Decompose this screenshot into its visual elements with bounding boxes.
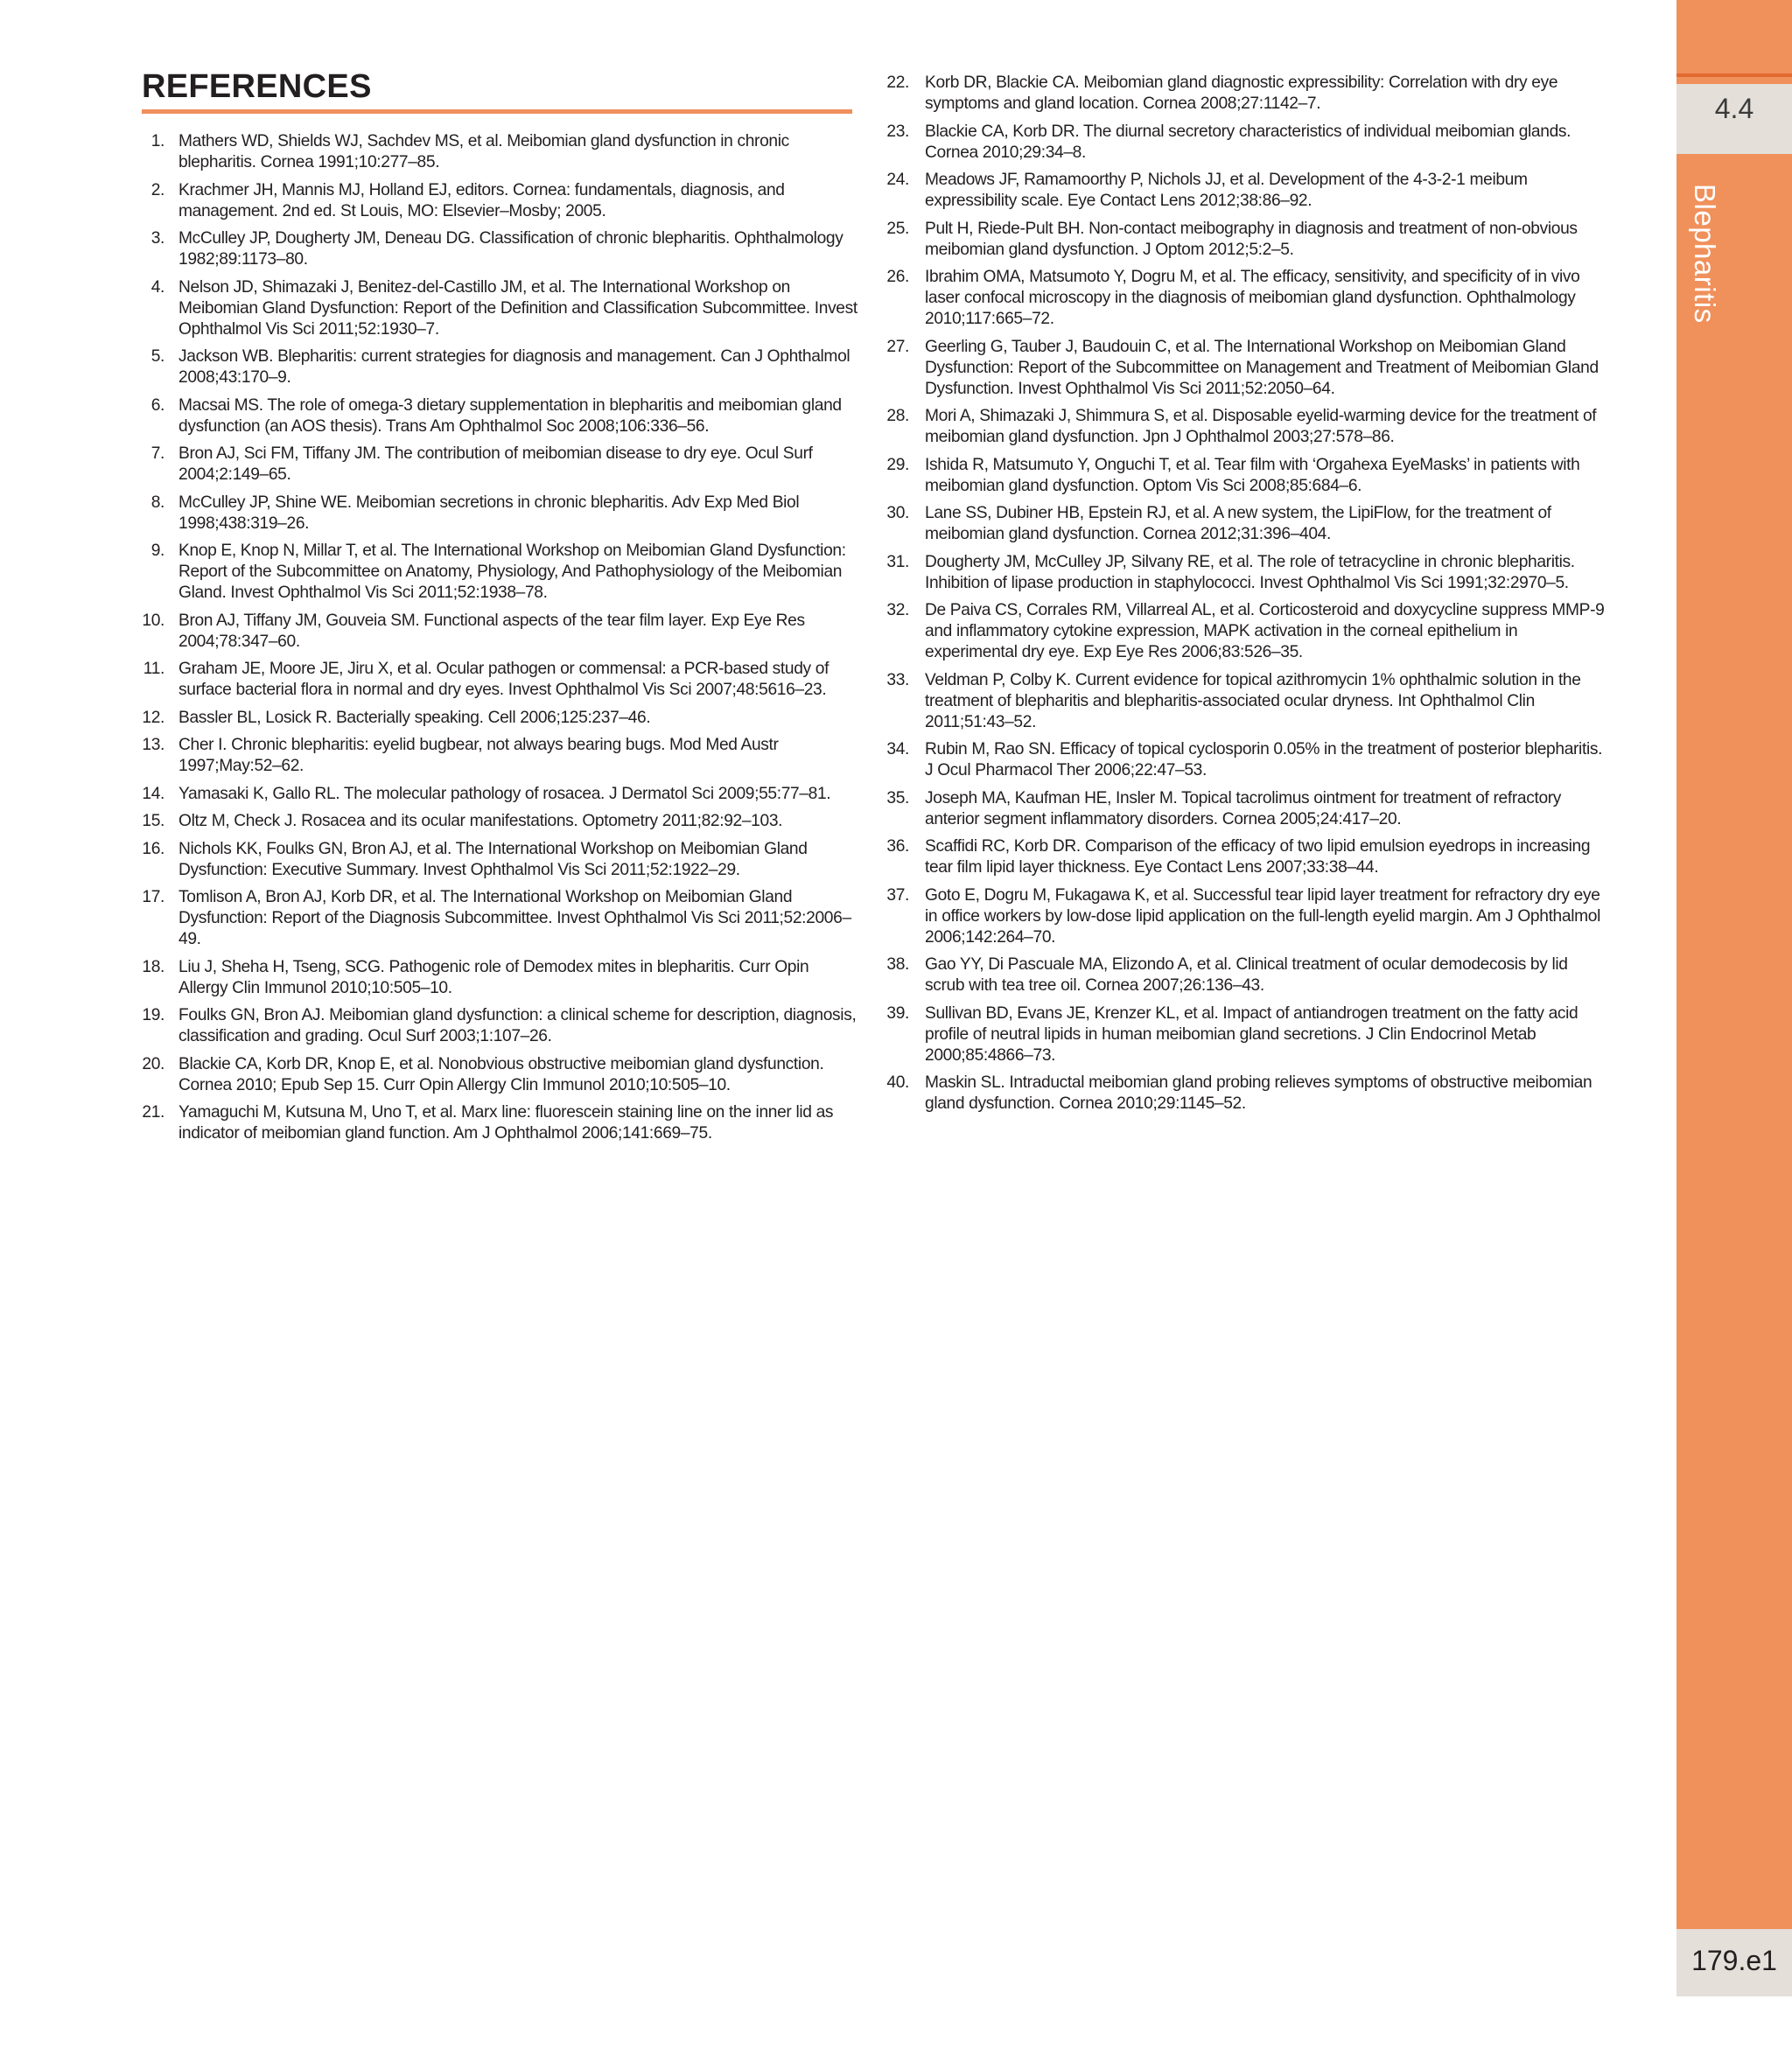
reference-number: 19. [142, 1006, 164, 1024]
reference-number: 36. [886, 837, 909, 856]
reference-number: 38. [886, 955, 909, 974]
reference-number: 15. [142, 812, 164, 830]
reference-number: 17. [142, 888, 164, 906]
reference-item [142, 784, 861, 805]
reference-item [888, 954, 1607, 996]
reference-number: 16. [142, 839, 164, 858]
reference-number: 3. [150, 229, 164, 248]
reference-text: Nelson JD, Shimazaki J, Benitez-del-Castillo JM, et al. The International Workshop on Meibomian Gland Dysfunction: Report of the Definition and Classification Subcommittee. Invest Ophthalmol Vis Sci 2011;52:1930–7. [178, 277, 858, 339]
reference-text: Joseph MA, Kaufman HE, Insler M. Topical tacrolimus ointment for treatment of refractory anterior segment inflammatory disorders. Cornea 2005;24:417–20. [925, 788, 1562, 828]
reference-text: Ibrahim OMA, Matsumoto Y, Dogru M, et al. The efficacy, sensitivity, and specificity of in vivo laser confocal microscopy in the diagnosis of meibomian gland dysfunction. Ophthalmology 2010;117:665–72. [925, 268, 1580, 328]
reference-text: Foulks GN, Bron AJ. Meibomian gland dysfunction: a clinical scheme for description, diagnosis, classification and grading. Ocul Surf 2003;1:107–26. [178, 1006, 857, 1045]
reference-text: Yamasaki K, Gallo RL. The molecular pathology of rosacea. J Dermatol Sci 2009;55:77–81. [178, 784, 831, 803]
reference-item [888, 406, 1607, 448]
reference-number: 39. [886, 1003, 909, 1023]
sidebar-accent-line [1676, 73, 1792, 77]
reference-text: McCulley JP, Shine WE. Meibomian secretions in chronic blepharitis. Adv Exp Med Biol 1998;438:319–26. [178, 493, 800, 533]
section-number: 4.4 [1714, 93, 1754, 124]
reference-item [888, 170, 1607, 212]
reference-text: Goto E, Dogru M, Fukagawa K, et al. Successful tear lipid layer treatment for refractory dry eye in office workers by low-dose lipid application on the full-length eyelid margin. Am J Ophthalmol 2006;142:264–70. [925, 885, 1600, 947]
chapter-title: Blepharitis [1689, 184, 1721, 324]
reference-item [142, 1005, 861, 1047]
reference-item [142, 659, 861, 701]
reference-text: Mathers WD, Shields WJ, Sachdev MS, et al. Meibomian gland dysfunction in chronic blepharitis. Cornea 1991;10:277–85. [178, 132, 789, 171]
reference-item [888, 337, 1607, 400]
reference-text: Korb DR, Blackie CA. Meibomian gland diagnostic expressibility: Correlation with dry eye symptoms and gland location. Cornea 2008;27:1142–7. [925, 73, 1558, 113]
reference-item [142, 493, 861, 535]
reference-text: Graham JE, Moore JE, Jiru X, et al. Ocular pathogen or commensal: a PCR-based study of surface bacterial flora in normal and dry eyes. Invest Ophthalmol Vis Sci 2007;48:5616–23. [178, 660, 830, 699]
reference-text: Meadows JF, Ramamoorthy P, Nichols JJ, et al. Development of the 4-3-2-1 meibum expressibility scale. Eye Contact Lens 2012;38:86–92. [925, 171, 1528, 210]
reference-text: Blackie CA, Korb DR, Knop E, et al. Nonobvious obstructive meibomian gland dysfunction. Cornea 2010; Epub Sep 15. Curr Opin Allergy Clin Immunol 2010;10:505–10. [178, 1054, 824, 1094]
reference-number: 24. [886, 171, 909, 189]
reference-item [142, 611, 861, 653]
reference-item [888, 503, 1607, 545]
reference-text: Ishida R, Matsumuto Y, Onguchi T, et al. Tear film with ‘Orgahexa EyeMasks’ in patients with meibomian gland dysfunction. Optom Vis Sci 2008;85:684–6. [925, 455, 1580, 495]
reference-number: 18. [142, 957, 164, 976]
reference-number: 34. [886, 740, 909, 758]
reference-number: 9. [150, 542, 164, 560]
reference-number: 20. [142, 1054, 164, 1073]
reference-number: 27. [886, 337, 909, 356]
reference-item [888, 600, 1607, 663]
reference-number: 8. [150, 493, 164, 512]
reference-number: 1. [150, 132, 164, 150]
reference-number: 31. [886, 552, 909, 571]
reference-item [142, 957, 861, 999]
reference-text: Krachmer JH, Mannis MJ, Holland EJ, editors. Cornea: fundamentals, diagnosis, and management. 2nd ed. St Louis, MO: Elsevier–Mosby; 2005. [178, 180, 785, 220]
reference-text: Tomlison A, Bron AJ, Korb DR, et al. The International Workshop on Meibomian Gland Dysfunction: Report of the Diagnosis Subcommittee. Invest Ophthalmol Vis Sci 2011;52:2006–49. [178, 888, 851, 948]
reference-text: Rubin M, Rao SN. Efficacy of topical cyclosporin 0.05% in the treatment of posterior blepharitis. J Ocul Pharmacol Ther 2006;22:47–53. [925, 740, 1603, 779]
reference-item [888, 1003, 1607, 1066]
reference-text: McCulley JP, Dougherty JM, Deneau DG. Classification of chronic blepharitis. Ophthalmology 1982;89:1173–80. [178, 229, 844, 269]
reference-item [142, 1054, 861, 1096]
reference-item [888, 455, 1607, 497]
reference-number: 37. [886, 885, 909, 905]
reference-text: De Paiva CS, Corrales RM, Villarreal AL, et al. Corticosteroid and doxycycline suppress MMP-9 and inflammatory cytokine expression, MAPK activation in the corneal epithelium in experimental dry eye. Exp Eye Res 2006;83:526–35. [925, 601, 1605, 661]
reference-text: Macsai MS. The role of omega-3 dietary supplementation in blepharitis and meibomian gland dysfunction (an AOS thesis). Trans Am Ophthalmol Soc 2008;106:336–56. [178, 395, 842, 436]
reference-text: Blackie CA, Korb DR. The diurnal secretory characteristics of individual meibomian glands. Cornea 2010;29:34–8. [925, 122, 1572, 162]
reference-number: 13. [142, 736, 164, 754]
references-list-left [142, 131, 861, 1151]
reference-text: Scaffidi RC, Korb DR. Comparison of the efficacy of two lipid emulsion eyedrops in increasing tear film lipid layer thickness. Eye Contact Lens 2007;33:38–44. [925, 837, 1591, 877]
reference-item [142, 811, 861, 832]
reference-item [888, 73, 1607, 115]
reference-item [888, 1073, 1607, 1115]
reference-number: 7. [150, 444, 164, 463]
reference-number: 2. [150, 180, 164, 199]
reference-item [142, 444, 861, 486]
reference-number: 35. [886, 788, 909, 807]
reference-text: Pult H, Riede-Pult BH. Non-contact meibography in diagnosis and treatment of non-obvious meibomian gland dysfunction. J Optom 2012;5:2–5. [925, 219, 1578, 259]
reference-text: Knop E, Knop N, Millar T, et al. The International Workshop on Meibomian Gland Dysfunction: Report of the Subcommittee on Anatomy, Physiology, And Pathophysiology of the Meibomian Gland. Invest Ophthalmol Vis Sci 2011;52:1938–78. [178, 542, 846, 602]
reference-item [888, 552, 1607, 594]
reference-number: 25. [886, 219, 909, 238]
reference-text: Sullivan BD, Evans JE, Krenzer KL, et al. Impact of antiandrogen treatment on the fatty acid profile of neutral lipids in human meibomian gland secretions. J Clin Endocrinol Metab 2000;85:4866–73. [925, 1003, 1578, 1065]
reference-text: Dougherty JM, McCulley JP, Silvany RE, et al. The role of tetracycline in chronic blepharitis. Inhibition of lipase production in staphylococci. Invest Ophthalmol Vis Sci 1991;32:2970–5. [925, 552, 1575, 592]
reference-number: 11. [143, 660, 164, 678]
reference-item [142, 887, 861, 950]
reference-item [142, 346, 861, 388]
reference-text: Jackson WB. Blepharitis: current strategies for diagnosis and management. Can J Ophthalmol 2008;43:170–9. [178, 347, 850, 387]
reference-text: Cher I. Chronic blepharitis: eyelid bugbear, not always bearing bugs. Mod Med Austr 1997;May:52–62. [178, 736, 779, 775]
reference-text: Bron AJ, Tiffany JM, Gouveia SM. Functional aspects of the tear film layer. Exp Eye Res 2004;78:347–60. [178, 611, 805, 651]
reference-text: Maskin SL. Intraductal meibomian gland probing relieves symptoms of obstructive meibomian gland dysfunction. Cornea 2010;29:1145–52. [925, 1073, 1592, 1113]
reference-number: 4. [150, 277, 164, 297]
reference-item [888, 219, 1607, 261]
reference-item [142, 180, 861, 222]
reference-number: 33. [886, 670, 909, 689]
reference-number: 14. [142, 784, 164, 803]
reference-item [888, 885, 1607, 948]
reference-item [888, 788, 1607, 830]
reference-item [142, 228, 861, 270]
reference-text: Bassler BL, Losick R. Bacterially speaking. Cell 2006;125:237–46. [178, 708, 651, 727]
reference-item [142, 1102, 861, 1144]
references-list-right [888, 73, 1607, 1122]
reference-number: 22. [886, 73, 909, 92]
reference-number: 23. [886, 122, 909, 141]
reference-item [142, 131, 861, 173]
reference-text: Bron AJ, Sci FM, Tiffany JM. The contribution of meibomian disease to dry eye. Ocul Surf 2004;2:149–65. [178, 444, 813, 484]
reference-item [142, 735, 861, 777]
reference-number: 29. [886, 455, 909, 474]
reference-text: Mori A, Shimazaki J, Shimmura S, et al. Disposable eyelid-warming device for the treatment of meibomian gland dysfunction. Jpn J Ophthalmol 2003;27:578–86. [925, 407, 1597, 446]
reference-item [142, 395, 861, 437]
reference-number: 5. [150, 347, 164, 366]
reference-number: 40. [886, 1073, 909, 1092]
reference-item [888, 836, 1607, 878]
reference-text: Liu J, Sheha H, Tseng, SCG. Pathogenic role of Demodex mites in blepharitis. Curr Opin Allergy Clin Immunol 2010;10:505–10. [178, 957, 809, 997]
reference-item [142, 708, 861, 729]
reference-number: 30. [886, 504, 909, 522]
reference-text: Oltz M, Check J. Rosacea and its ocular manifestations. Optometry 2011;82:92–103. [178, 812, 783, 830]
reference-text: Lane SS, Dubiner HB, Epstein RJ, et al. A new system, the LipiFlow, for the treatment of meibomian gland dysfunction. Cornea 2012;31:396–404. [925, 504, 1551, 543]
reference-number: 32. [886, 601, 909, 619]
reference-number: 12. [142, 708, 164, 727]
reference-text: Nichols KK, Foulks GN, Bron AJ, et al. The International Workshop on Meibomian Gland Dysfunction: Executive Summary. Invest Ophthalmol Vis Sci 2011;52:1922–29. [178, 839, 808, 879]
reference-number: 26. [886, 268, 909, 286]
reference-item [888, 267, 1607, 330]
reference-number: 21. [142, 1103, 164, 1122]
reference-item [142, 839, 861, 881]
reference-text: Veldman P, Colby K. Current evidence for topical azithromycin 1% ophthalmic solution in the treatment of blepharitis and blepharitis-associated ocular dryness. Int Ophthalmol Clin 2011;51:43–52. [925, 670, 1581, 731]
reference-text: Gao YY, Di Pascuale MA, Elizondo A, et al. Clinical treatment of ocular demodecosis by lid scrub with tea tree oil. Cornea 2007;26:136–43. [925, 955, 1568, 995]
heading-underline [142, 109, 852, 114]
page-number: 179.e1 [1691, 1945, 1777, 1976]
reference-text: Yamaguchi M, Kutsuna M, Uno T, et al. Marx line: fluorescein staining line on the inner lid as indicator of meibomian gland function. Am J Ophthalmol 2006;141:669–75. [178, 1103, 834, 1143]
reference-item [888, 122, 1607, 164]
reference-item [888, 670, 1607, 733]
reference-number: 6. [150, 395, 164, 415]
reference-text: Geerling G, Tauber J, Baudouin C, et al. The International Workshop on Meibomian Gland Dysfunction: Report of the Subcommittee on Management and Treatment of Meibomian Gland Dysfunction. Invest Ophthalmol Vis Sci 2011;52:2050–64. [925, 337, 1599, 398]
reference-number: 28. [886, 407, 909, 425]
reference-item [142, 277, 861, 340]
reference-item [142, 541, 861, 604]
reference-item [888, 739, 1607, 781]
references-heading: REFERENCES [142, 68, 372, 105]
reference-number: 10. [142, 611, 164, 630]
